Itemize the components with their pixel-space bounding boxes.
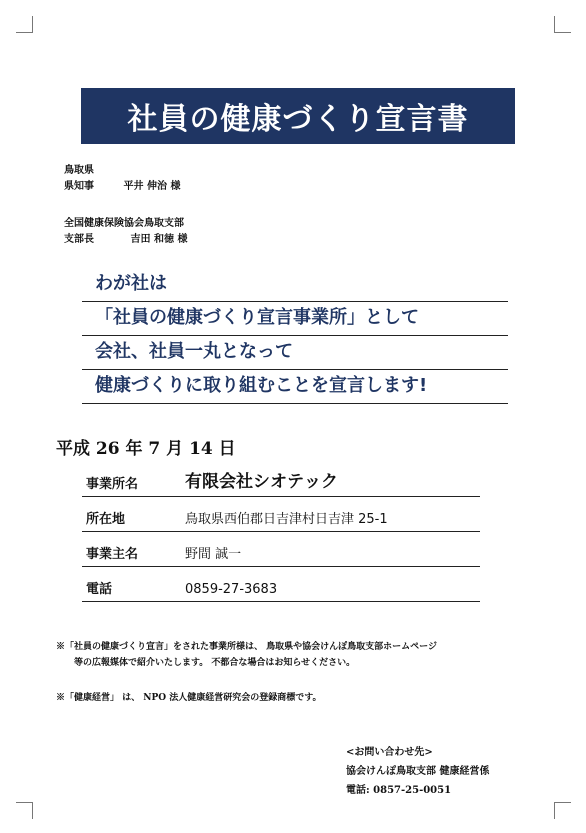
owner-value: 野間 誠一 [185, 547, 242, 562]
address-value: 鳥取県西伯郡日吉津村日吉津 25-1 [185, 512, 388, 527]
address-label: 所在地 [86, 512, 126, 527]
phone-value: 0859-27-3683 [185, 582, 278, 597]
recipient-1-name: 平井 伸治 様 [123, 181, 181, 192]
recipient-1-position: 県知事 [64, 181, 94, 192]
crop-mark-top-right [554, 16, 571, 33]
contact-phone: 電話: 0857-25-0051 [346, 785, 452, 796]
business-info-table [82, 462, 480, 602]
contact-block [346, 743, 489, 800]
business-name-value: 有限会社シオテック [185, 472, 338, 492]
crop-mark-top-left [16, 16, 33, 33]
note-1 [56, 639, 437, 671]
declaration-line-1: わが社は [82, 268, 508, 302]
contact-heading: <お問い合わせ先> [346, 747, 433, 758]
phone-label: 電話 [86, 582, 113, 597]
owner-label: 事業主名 [86, 547, 139, 562]
recipient-2-position: 支部長 [64, 234, 94, 245]
recipient-1 [64, 163, 180, 195]
phone-row [82, 567, 480, 602]
crop-mark-bottom-left [16, 802, 33, 819]
document-title: 社員の健康づくり宣言書 [81, 88, 515, 144]
recipient-1-org: 鳥取県 [64, 165, 94, 176]
recipient-2-org: 全国健康保険協会鳥取支部 [64, 218, 184, 229]
business-name-label: 事業所名 [86, 477, 139, 492]
contact-dept: 協会けんぽ鳥取支部 健康経営係 [346, 766, 490, 777]
recipient-2 [64, 216, 187, 248]
note-1-line-1: ※「社員の健康づくり宣言」をされた事業所様は、 鳥取県や協会けんぽ鳥取支部ホームページ [56, 642, 437, 652]
crop-mark-bottom-right [554, 802, 571, 819]
declaration-line-3: 会社、社員一丸となって [82, 336, 508, 370]
note-2: ※「健康経営」 は、 NPO 法人健康経営研究会の登録商標です。 [56, 693, 322, 703]
declaration-block [82, 268, 508, 404]
declaration-date: 平成 26 年 7 月 14 日 [56, 439, 236, 459]
recipient-2-name: 吉田 和徳 様 [130, 234, 188, 245]
note-1-line-2: 等の広報媒体で紹介いたします。 不都合な場合はお知らせください。 [74, 658, 356, 668]
owner-row [82, 532, 480, 567]
declaration-line-2: 「社員の健康づくり宣言事業所」として [82, 302, 508, 336]
declaration-line-4: 健康づくりに取り組むことを宣言します! [82, 370, 508, 404]
address-row [82, 497, 480, 532]
business-name-row [82, 462, 480, 497]
